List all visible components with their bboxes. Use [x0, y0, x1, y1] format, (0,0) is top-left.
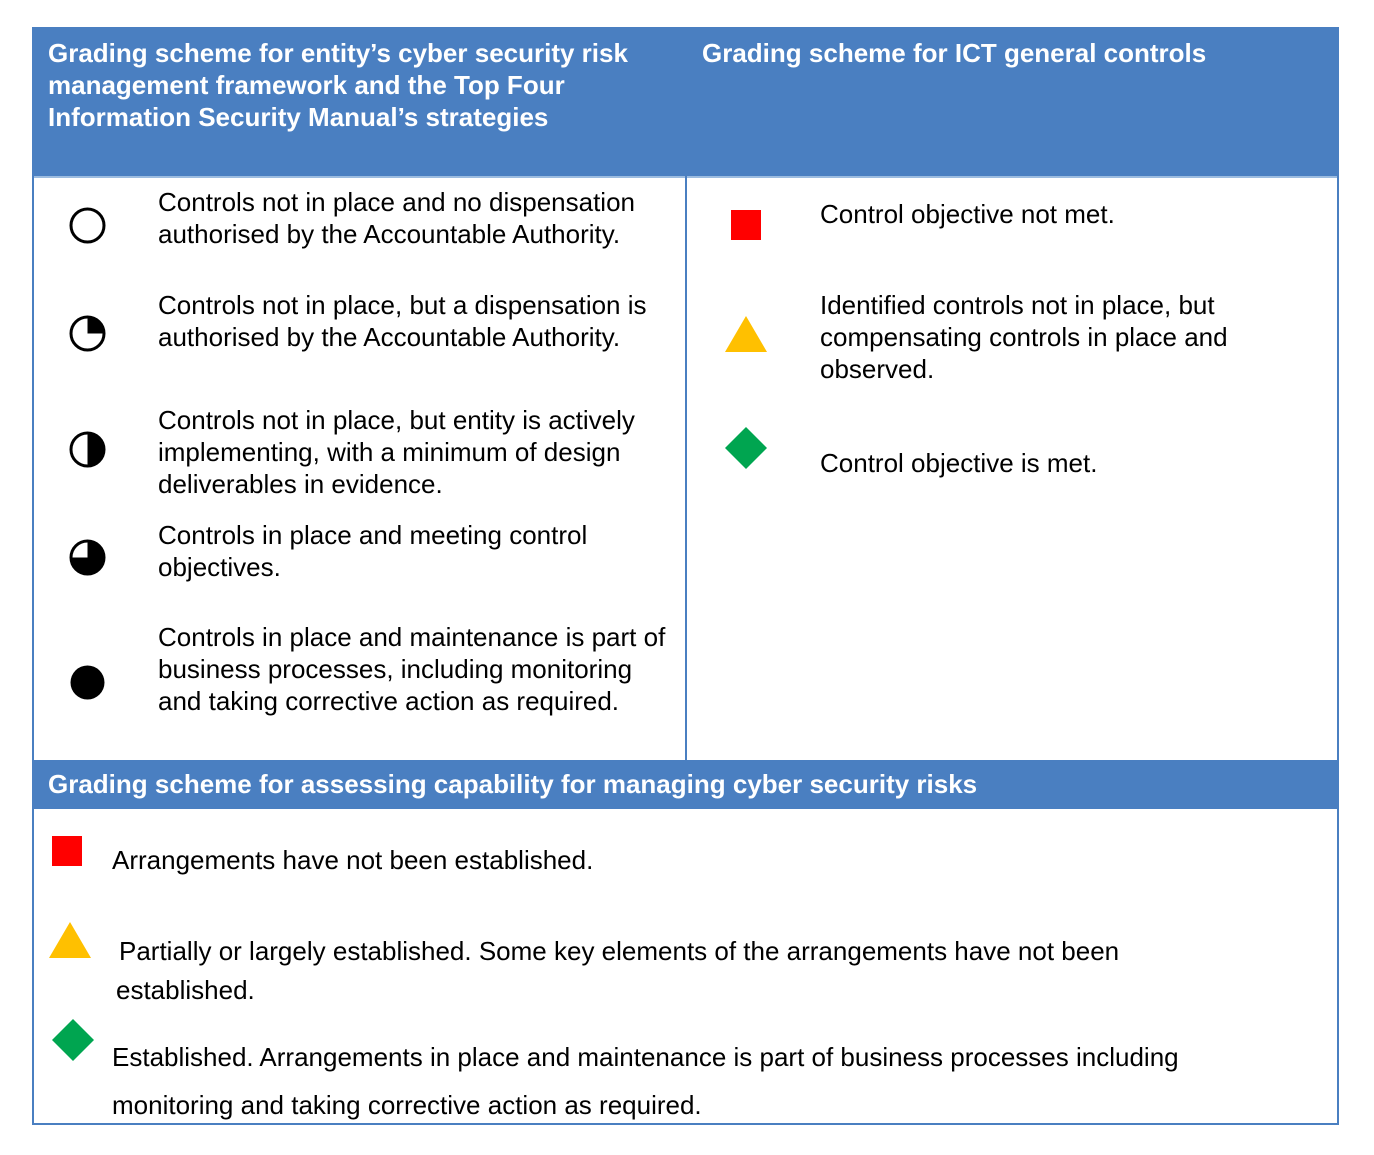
- framework-header: Grading scheme for entity’s cyber security risk management framework and the Top Four Information Security Manual’s strategies: [34, 29, 686, 176]
- ict-grade-label: Identified controls not in place, but compensating controls in place and observed.: [820, 290, 1228, 384]
- green-diamond-icon: [725, 427, 767, 469]
- ict-grade-label: Control objective not met.: [820, 199, 1115, 229]
- capability-grade-label: Established. Arrangements in place and maintenance is part of business processes including monitoring and taking corrective action as required.: [112, 1042, 1179, 1120]
- capability-grade-label: Partially or largely established. Some key elements of the arrangements have not been established.: [116, 936, 1120, 1005]
- ict-grade-label: Control objective is met.: [820, 448, 1098, 478]
- red-square-icon: [52, 836, 82, 866]
- capability-grade-label: Arrangements have not been established.: [112, 845, 594, 875]
- capability-header: Grading scheme for assessing capability for managing cyber security risks: [34, 760, 1337, 809]
- framework-grade-label: Controls not in place and no dispensation authorised by the Accountable Authority.: [158, 187, 635, 249]
- red-square-icon: [731, 210, 761, 240]
- amber-triangle-icon: [49, 922, 91, 958]
- ict-header: Grading scheme for ICT general controls: [687, 29, 1337, 176]
- three-quarter-circle-icon: [69, 539, 106, 576]
- amber-triangle-icon: [725, 316, 767, 352]
- green-diamond-icon: [52, 1019, 94, 1061]
- framework-grade-label: Controls in place and meeting control objectives.: [158, 520, 588, 582]
- framework-grade-label: Controls not in place, but a dispensation is authorised by the Accountable Authority.: [158, 290, 647, 352]
- half-circle-icon: [69, 431, 106, 468]
- column-divider: [685, 29, 687, 760]
- quarter-circle-icon: [69, 315, 106, 352]
- empty-circle-icon: [69, 207, 106, 244]
- framework-grade-label: Controls not in place, but entity is actively implementing, with a minimum of design deliverables in evidence.: [158, 405, 635, 499]
- full-circle-icon: [69, 664, 106, 701]
- framework-grade-label: Controls in place and maintenance is part of business processes, including monitoring and taking corrective action as required.: [158, 622, 666, 716]
